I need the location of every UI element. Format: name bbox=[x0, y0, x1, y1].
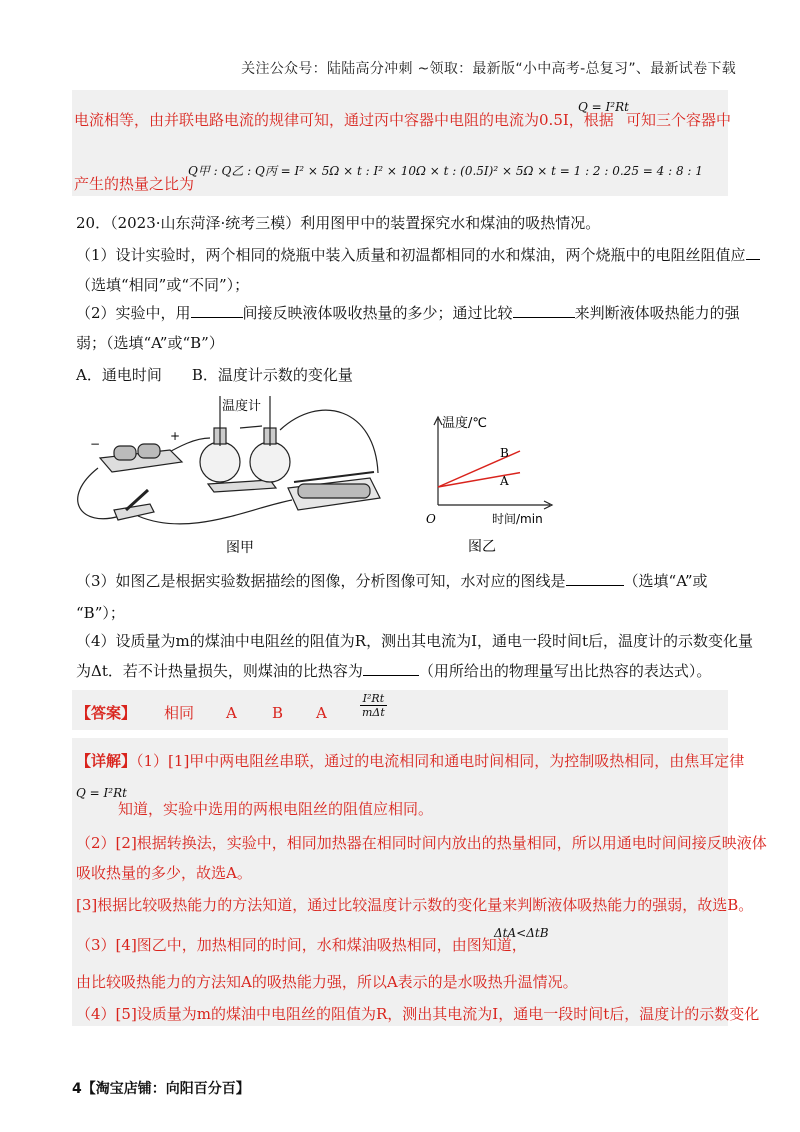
answer-1: 相同 bbox=[164, 704, 195, 722]
prev-solution-line1: 电流相等，由并联电路电流的规律可知，通过丙中容器中电阻的电流为0.5I，根据 bbox=[74, 111, 614, 129]
figure-jia-caption: 图甲 bbox=[226, 540, 254, 556]
x-axis-label: 时间/min bbox=[492, 512, 543, 526]
battery-minus-sign: − bbox=[90, 437, 101, 451]
battery-plus-sign: + bbox=[170, 429, 181, 443]
fraction-numerator: I²Rt bbox=[360, 692, 387, 706]
battery-cell-1 bbox=[114, 446, 136, 460]
wire-between-flasks bbox=[240, 426, 262, 428]
q2-line1: （2）实验中，用 间接反映液体吸收热量的多少；通过比较 来判断液体吸热能力的强 bbox=[76, 304, 740, 322]
detail-line2: 知道，实验中选用的两根电阻丝的阻值应相同。 bbox=[118, 800, 434, 818]
flask-left bbox=[200, 442, 240, 482]
thermometer-label: 温度计 bbox=[222, 399, 262, 414]
detail-formula: Q = I²Rt bbox=[76, 786, 127, 800]
flask-right bbox=[250, 442, 290, 482]
rheostat-coil bbox=[298, 484, 370, 498]
answer-4: A bbox=[316, 704, 327, 722]
detail-line1: 【详解】（1）[1]甲中两电阻丝串联，通过的电流相同和通电时间相同，为控制吸热相同，由焦耳定律 bbox=[76, 752, 745, 770]
detail-line7: 由比较吸热能力的方法知A的吸热能力强，所以A表示的是水吸热升温情况。 bbox=[76, 973, 578, 991]
prev-solution-line1-tail: 可知三个容器中 bbox=[626, 111, 732, 129]
line-b-label: B bbox=[500, 446, 509, 460]
detail-line4: 吸收热量的多少，故选A。 bbox=[76, 864, 252, 882]
ratio-formula: Q甲 : Q乙 : Q丙 = I² × 5Ω × t : I² × 10Ω × t : (0.5I)² × 5Ω × t = 1 : 2 : 0.25 = 4 : 8 : 1 bbox=[188, 164, 703, 178]
detail-inequality: ΔtA<ΔtB bbox=[494, 926, 549, 940]
answer-3: B bbox=[272, 704, 284, 722]
answer-label: 【答案】 bbox=[76, 704, 137, 722]
q2-options: A．通电时间 B．温度计示数的变化量 bbox=[76, 366, 353, 384]
battery-cell-2 bbox=[138, 444, 160, 458]
answer-5-fraction bbox=[360, 692, 387, 719]
q1-line2: （选填“相同”或“不同”）； bbox=[76, 276, 250, 294]
wire-left bbox=[78, 468, 120, 519]
answer-2: A bbox=[226, 704, 237, 722]
q3-line1: （3）如图乙是根据实验数据描绘的图像，分析图像可知，水对应的图线是 （选填“A”或 bbox=[76, 572, 708, 590]
wire-top-right bbox=[280, 410, 378, 473]
formula-q: Q = I²Rt bbox=[578, 100, 629, 114]
q3-line2: “B”）； bbox=[76, 604, 125, 622]
q1-line1: （1）设计实验时，两个相同的烧瓶中装入质量和初温都相同的水和煤油，两个烧瓶中的电阻丝阻值应 bbox=[76, 245, 760, 265]
page-footer: 4【淘宝店铺：向阳百分百】 bbox=[72, 1081, 250, 1097]
apparatus-figure bbox=[70, 388, 390, 560]
wire-bottom bbox=[138, 500, 292, 524]
q4-line2: 为Δt．若不计热量损失，则煤油的比热容为 （用所给出的物理量写出比热容的表达式）。 bbox=[76, 662, 712, 680]
figure-yi-caption: 图乙 bbox=[468, 539, 496, 555]
switch-base bbox=[114, 504, 154, 520]
question-stem: 20．（2023·山东菏泽·统考三模）利用图甲中的装置探究水和煤油的吸热情况。 bbox=[76, 214, 601, 232]
origin-label: O bbox=[426, 512, 436, 526]
detail-line8: （4）[5]设质量为m的煤油中电阻丝的阻值为R，测出其电流为I，通电一段时间t后，温度计的示数变化 bbox=[76, 1005, 760, 1023]
page-header: 关注公众号：陆陆高分冲刺 ~领取：最新版“小中高考-总复习”、最新试卷下载 bbox=[241, 61, 736, 77]
prev-solution-line2: 产生的热量之比为 bbox=[74, 175, 195, 193]
y-axis-label: 温度/℃ bbox=[442, 416, 487, 431]
detail-line3: （2）[2]根据转换法，实验中，相同加热器在相同时间内放出的热量相同，所以用通电时间间接反映液体 bbox=[76, 834, 767, 852]
detail-line6: （3）[4]图乙中，加热相同的时间，水和煤油吸热相同，由图知道， bbox=[76, 936, 527, 954]
temperature-chart bbox=[420, 405, 570, 560]
q4-line1: （4）设质量为m的煤油中电阻丝的阻值为R，测出其电流为I，通电一段时间t后，温度计的示数变化量 bbox=[76, 632, 754, 650]
fraction-denominator: mΔt bbox=[362, 706, 385, 719]
q2-line2: 弱；（选填“A”或“B”） bbox=[76, 334, 224, 352]
line-a-label: A bbox=[500, 474, 509, 488]
detail-line5: [3]根据比较吸热能力的方法知道，通过比较温度计示数的变化量来判断液体吸热能力的强弱，故选B。 bbox=[76, 896, 754, 914]
